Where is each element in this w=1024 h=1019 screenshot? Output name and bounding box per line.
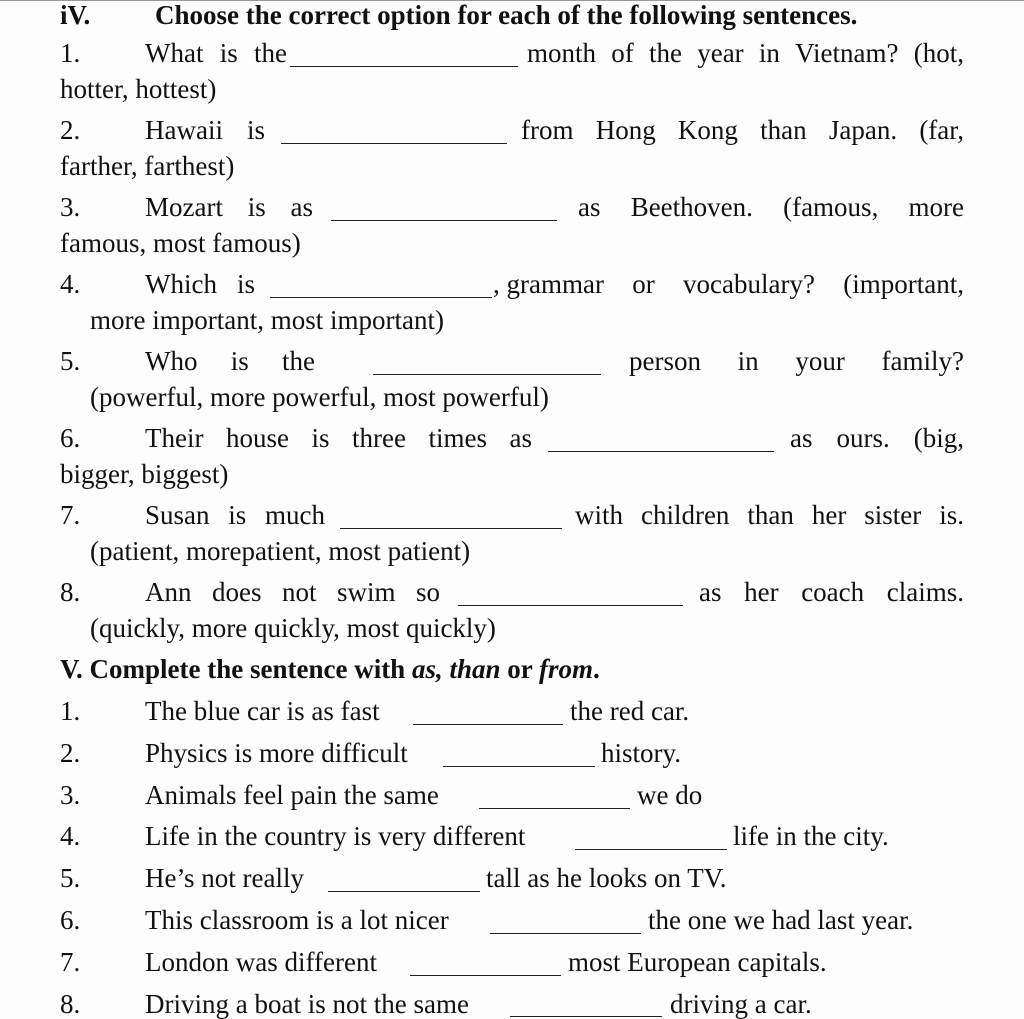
item-5-6-number: 6. <box>60 905 81 935</box>
item-4-4-before: Which is <box>145 269 255 299</box>
answer-blank-4-7[interactable] <box>340 528 562 529</box>
item-4-8-number: 8. <box>60 577 81 607</box>
item-5-4-number: 4. <box>60 821 81 851</box>
item-5-8-after: driving a car. <box>670 989 812 1019</box>
item-5-3-number: 3. <box>60 780 81 810</box>
item-4-7-after: with children than her sister is. <box>575 500 964 530</box>
answer-blank-4-8[interactable] <box>458 605 683 606</box>
item-5-6-after: the one we had last year. <box>648 905 914 935</box>
answer-blank-4-4[interactable] <box>270 297 492 298</box>
section-5-title: V. Complete the sentence with as, than or from. <box>60 654 600 684</box>
answer-blank-5-5[interactable] <box>328 891 480 892</box>
item-4-7-number: 7. <box>60 500 81 530</box>
item-4-6-before: Their house is three times as <box>145 423 532 453</box>
item-4-4-after: , grammar or vocabulary? (important, <box>493 269 964 299</box>
item-5-4-after: life in the city. <box>733 821 889 851</box>
answer-blank-4-1[interactable] <box>290 66 518 67</box>
answer-blank-5-8[interactable] <box>510 1016 662 1017</box>
item-5-7-number: 7. <box>60 947 81 977</box>
item-5-8-number: 8. <box>60 989 81 1019</box>
item-4-5-options: (powerful, more powerful, most powerful) <box>90 382 549 412</box>
item-5-7-after: most European capitals. <box>568 947 827 977</box>
item-5-2-after: history. <box>601 738 681 768</box>
item-4-1-after: month of the year in Vietnam? (hot, <box>527 38 964 68</box>
answer-blank-5-3[interactable] <box>479 808 630 809</box>
answer-blank-5-1[interactable] <box>413 724 563 725</box>
item-5-2-number: 2. <box>60 738 81 768</box>
item-5-1-number: 1. <box>60 696 81 726</box>
item-4-3-options: famous, most famous) <box>60 228 301 258</box>
item-4-8-after: as her coach claims. <box>699 577 964 607</box>
item-5-4-before: Life in the country is very different <box>145 821 526 851</box>
item-5-5-number: 5. <box>60 863 81 893</box>
item-4-2-number: 2. <box>60 115 81 145</box>
item-4-2-before: Hawaii is <box>145 115 265 145</box>
item-4-4-options: more important, most important) <box>90 305 444 335</box>
item-5-5-after: tall as he looks on TV. <box>486 863 727 893</box>
item-5-5-before: He’s not really <box>145 863 304 893</box>
item-4-3-number: 3. <box>60 192 81 222</box>
item-4-5-after: person in your family? <box>629 346 964 376</box>
answer-blank-4-3[interactable] <box>331 220 557 221</box>
item-4-2-after: from Hong Kong than Japan. (far, <box>521 115 964 145</box>
item-4-1-number: 1. <box>60 38 81 68</box>
item-4-6-after: as ours. (big, <box>790 423 964 453</box>
item-4-8-before: Ann does not swim so <box>145 577 440 607</box>
answer-blank-4-6[interactable] <box>548 451 774 452</box>
item-4-1-options: hotter, hottest) <box>60 74 217 104</box>
item-4-5-number: 5. <box>60 346 81 376</box>
item-4-6-number: 6. <box>60 423 81 453</box>
answer-blank-5-2[interactable] <box>443 766 595 767</box>
answer-blank-5-7[interactable] <box>410 975 561 976</box>
item-5-6-before: This classroom is a lot nicer <box>145 905 449 935</box>
item-5-3-before: Animals feel pain the same <box>145 780 439 810</box>
item-5-1-after: the red car. <box>570 696 690 726</box>
item-5-7-before: London was different <box>145 947 377 977</box>
answer-blank-5-4[interactable] <box>575 849 727 850</box>
item-4-4-number: 4. <box>60 269 81 299</box>
item-4-2-options: farther, farthest) <box>60 151 235 181</box>
item-5-2-before: Physics is more difficult <box>145 738 408 768</box>
item-4-3-after: as Beethoven. (famous, more <box>578 192 964 222</box>
item-4-8-options: (quickly, more quickly, most quickly) <box>90 613 496 643</box>
item-4-6-options: bigger, biggest) <box>60 459 229 489</box>
item-4-7-before: Susan is much <box>145 500 325 530</box>
item-4-5-before: Who is the <box>145 346 315 376</box>
item-5-8-before: Driving a boat is not the same <box>145 989 469 1019</box>
answer-blank-4-2[interactable] <box>281 143 507 144</box>
item-4-3-before: Mozart is as <box>145 192 313 222</box>
item-5-1-before: The blue car is as fast <box>145 696 380 726</box>
item-5-3-after: we do <box>637 780 703 810</box>
answer-blank-5-6[interactable] <box>490 933 641 934</box>
section-4-title: Choose the correct option for each of the following sentences. <box>155 0 858 30</box>
section-4-number: iV. <box>60 0 91 30</box>
item-4-7-options: (patient, morepatient, most patient) <box>90 536 471 566</box>
answer-blank-4-5[interactable] <box>373 374 601 375</box>
item-4-1-before: What is the <box>145 38 287 68</box>
